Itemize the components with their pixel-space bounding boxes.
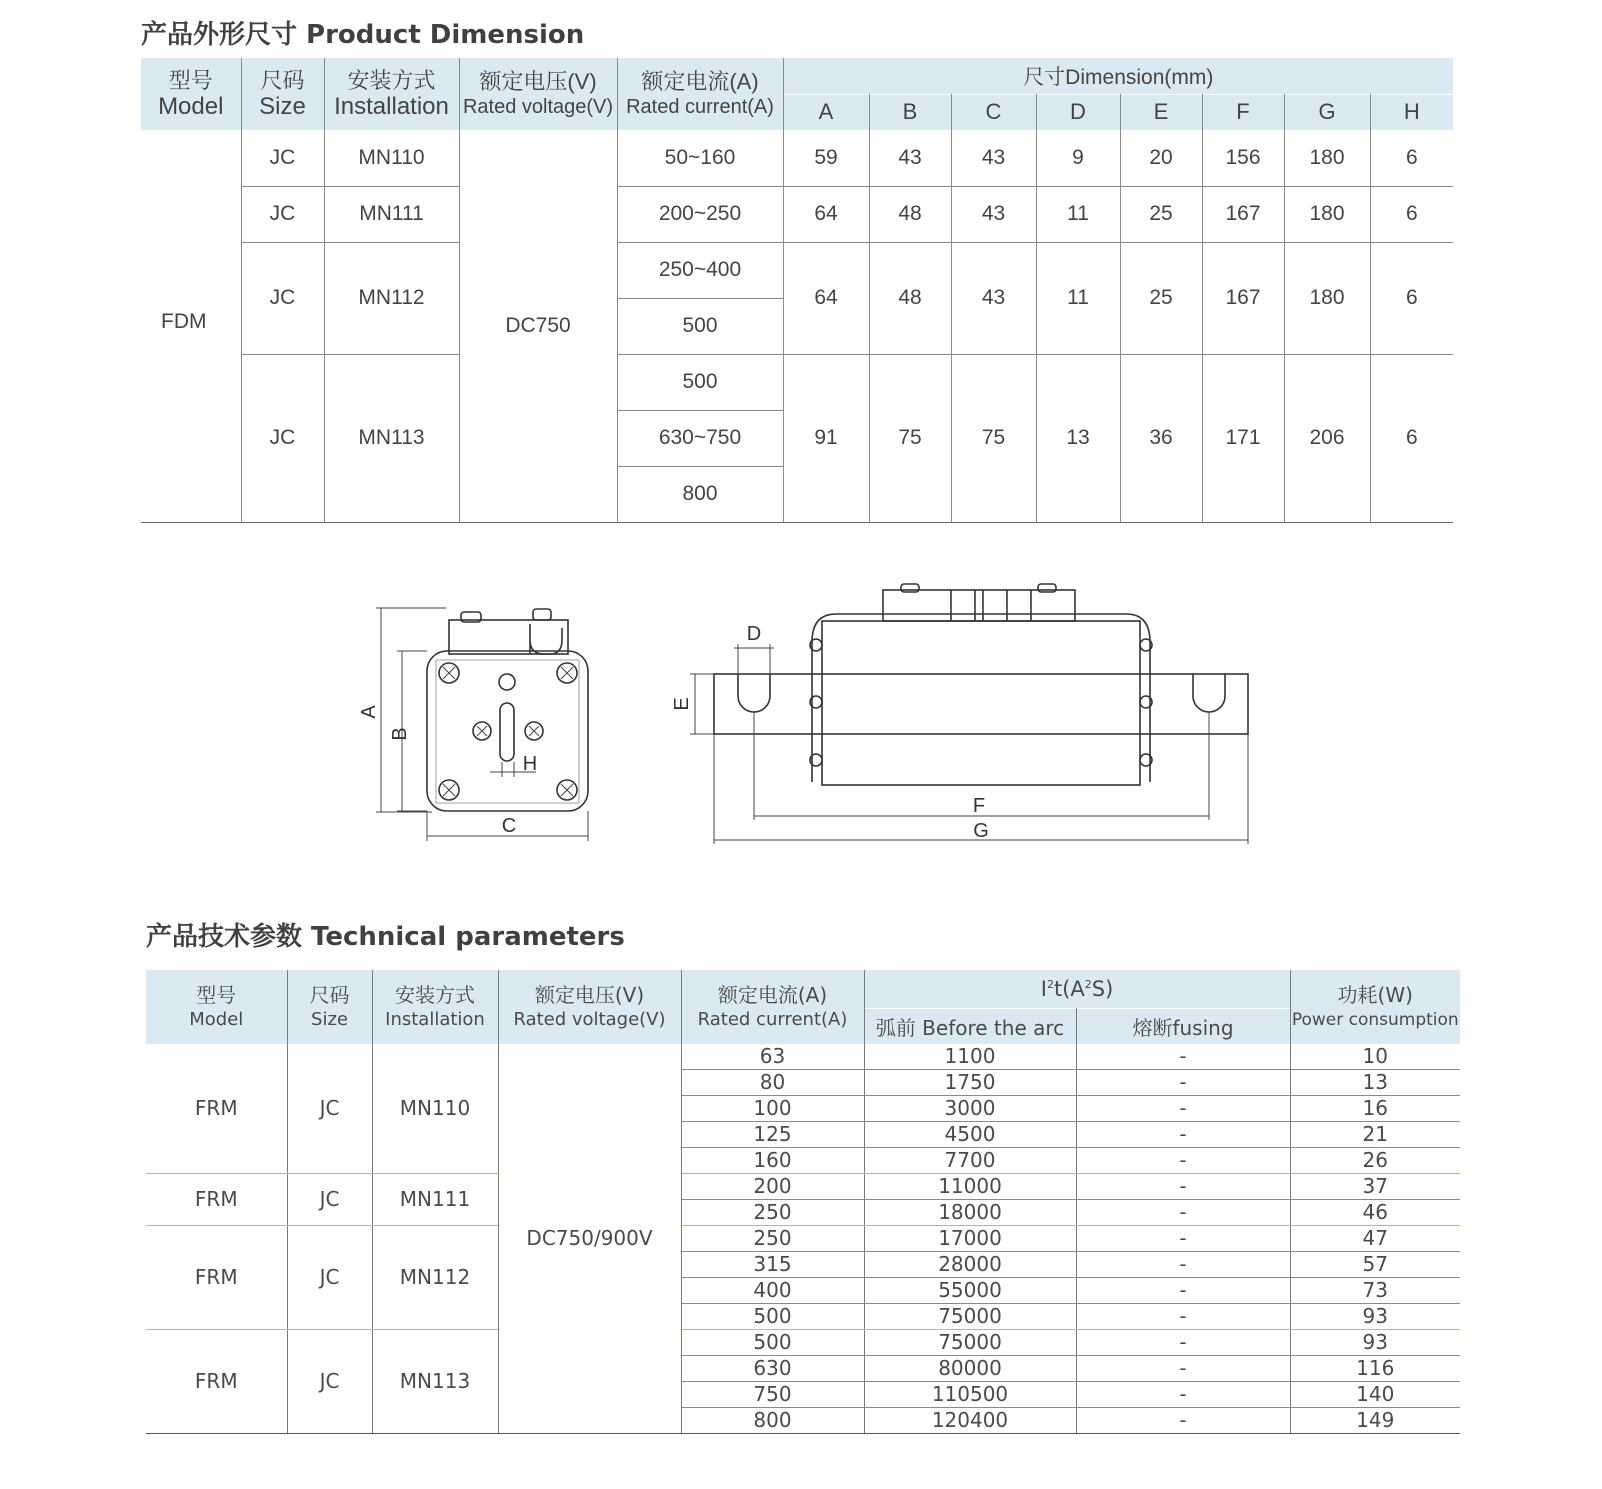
tech-fusing-cell: - — [1076, 1304, 1290, 1330]
tech-before-arc-cell: 11000 — [864, 1174, 1076, 1200]
tech-power-cell: 93 — [1290, 1330, 1460, 1356]
dim-header-model: 型号 Model — [141, 58, 241, 130]
dim-value-h: 6 — [1370, 354, 1453, 522]
dim-value-f: 167 — [1202, 242, 1284, 354]
bolt-icon — [439, 663, 459, 683]
dim-value-g: 180 — [1284, 186, 1370, 242]
dim-value-h: 6 — [1370, 130, 1453, 186]
dim-header-voltage: 额定电压(V) Rated voltage(V) — [459, 58, 617, 130]
dim-value-c: 43 — [951, 130, 1036, 186]
tech-power-cell: 46 — [1290, 1200, 1460, 1226]
dim-value-h: 6 — [1370, 186, 1453, 242]
dim-value-e: 20 — [1120, 130, 1202, 186]
tech-current-cell: 250 — [681, 1226, 864, 1252]
tech-header-voltage: 额定电压(V) Rated voltage(V) — [498, 970, 681, 1044]
dim-current-cell: 500 — [617, 298, 783, 354]
tech-current-cell: 500 — [681, 1330, 864, 1356]
tech-power-cell: 140 — [1290, 1382, 1460, 1408]
dim-value-a: 91 — [783, 354, 869, 522]
dim-value-d: 11 — [1036, 186, 1120, 242]
dim-value-c: 75 — [951, 354, 1036, 522]
dim-value-c: 43 — [951, 186, 1036, 242]
dim-value-b: 75 — [869, 354, 951, 522]
tech-power-cell: 37 — [1290, 1174, 1460, 1200]
tech-power-cell: 10 — [1290, 1044, 1460, 1070]
tech-fusing-cell: - — [1076, 1330, 1290, 1356]
tech-power-cell: 26 — [1290, 1148, 1460, 1174]
tech-current-cell: 200 — [681, 1174, 864, 1200]
tech-size-cell: JC — [287, 1226, 372, 1330]
tech-install-cell: MN111 — [372, 1174, 498, 1226]
tech-header-model: 型号 Model — [146, 970, 287, 1044]
bolt-icon — [473, 722, 491, 740]
dim-value-e: 36 — [1120, 354, 1202, 522]
tech-fusing-cell: - — [1076, 1044, 1290, 1070]
dim-voltage-cell: DC750 — [459, 130, 617, 522]
tech-install-cell: MN110 — [372, 1044, 498, 1174]
tech-before-arc-cell: 1100 — [864, 1044, 1076, 1070]
dim-install-cell: MN111 — [324, 186, 459, 242]
tech-before-arc-cell: 1750 — [864, 1070, 1076, 1096]
tech-power-cell: 47 — [1290, 1226, 1460, 1252]
dim-current-cell: 500 — [617, 354, 783, 410]
tech-power-cell: 93 — [1290, 1304, 1460, 1330]
fuse-side-view — [671, 584, 1248, 844]
dim-value-g: 180 — [1284, 242, 1370, 354]
dim-current-cell: 200~250 — [617, 186, 783, 242]
tech-header-before-arc: 弧前 Before the arc — [864, 1008, 1076, 1044]
tech-before-arc-cell: 28000 — [864, 1252, 1076, 1278]
dimension-table — [141, 58, 1453, 523]
tech-model-cell: FRM — [146, 1226, 287, 1330]
dim-value-b: 43 — [869, 130, 951, 186]
tech-before-arc-cell: 75000 — [864, 1304, 1076, 1330]
dim-current-cell: 50~160 — [617, 130, 783, 186]
tech-fusing-cell: - — [1076, 1252, 1290, 1278]
dim-header-current: 额定电流(A) Rated current(A) — [617, 58, 783, 130]
tech-fusing-cell: - — [1076, 1148, 1290, 1174]
dim-current-cell: 630~750 — [617, 410, 783, 466]
dimension-section-title: 产品外形尺寸 Product Dimension — [141, 20, 585, 50]
label-e: E — [671, 697, 693, 711]
fuse-front-view — [358, 608, 588, 841]
bolt-icon — [557, 780, 577, 800]
label-d: D — [746, 623, 762, 645]
bolt-icon — [557, 663, 577, 683]
dim-model-cell: FDM — [141, 130, 241, 522]
tech-model-cell: FRM — [146, 1174, 287, 1226]
dim-value-a: 64 — [783, 242, 869, 354]
tech-model-cell: FRM — [146, 1330, 287, 1434]
tech-current-cell: 800 — [681, 1408, 864, 1434]
tech-before-arc-cell: 120400 — [864, 1408, 1076, 1434]
dim-value-b: 48 — [869, 242, 951, 354]
tech-before-arc-cell: 75000 — [864, 1330, 1076, 1356]
dim-col-a: A — [783, 94, 869, 130]
tech-before-arc-cell: 7700 — [864, 1148, 1076, 1174]
dim-header-installation: 安装方式 Installation — [324, 58, 459, 130]
dim-install-cell: MN113 — [324, 354, 459, 522]
dim-value-f: 156 — [1202, 130, 1284, 186]
dim-size-cell: JC — [241, 354, 324, 522]
dim-col-b: B — [869, 94, 951, 130]
dim-header-size: 尺码 Size — [241, 58, 324, 130]
tech-current-cell: 63 — [681, 1044, 864, 1070]
dim-col-h: H — [1370, 94, 1453, 130]
dim-value-f: 171 — [1202, 354, 1284, 522]
tech-header-current: 额定电流(A) Rated current(A) — [681, 970, 864, 1044]
tech-fusing-cell: - — [1076, 1096, 1290, 1122]
tech-header-i2t: $I^2t(A^2S)$ — [864, 970, 1290, 1008]
dim-current-cell: 800 — [617, 466, 783, 522]
bolt-icon — [525, 722, 543, 740]
dim-install-cell: MN110 — [324, 130, 459, 186]
tech-before-arc-cell: 17000 — [864, 1226, 1076, 1252]
tech-voltage-cell: DC750/900V — [498, 1044, 681, 1434]
dim-install-cell: MN112 — [324, 242, 459, 354]
dim-value-h: 6 — [1370, 242, 1453, 354]
dim-value-g: 180 — [1284, 130, 1370, 186]
dim-value-a: 59 — [783, 130, 869, 186]
tech-size-cell: JC — [287, 1044, 372, 1174]
tech-size-cell: JC — [287, 1330, 372, 1434]
tech-header-power: 功耗(W) Power consumption — [1290, 970, 1460, 1044]
dim-value-g: 206 — [1284, 354, 1370, 522]
tech-power-cell: 21 — [1290, 1122, 1460, 1148]
tech-power-cell: 116 — [1290, 1356, 1460, 1382]
tech-before-arc-cell: 110500 — [864, 1382, 1076, 1408]
tech-power-cell: 57 — [1290, 1252, 1460, 1278]
dim-current-cell: 250~400 — [617, 242, 783, 298]
dim-value-d: 11 — [1036, 242, 1120, 354]
dim-value-a: 64 — [783, 186, 869, 242]
label-f: F — [972, 795, 986, 817]
label-g: G — [973, 820, 989, 842]
tech-fusing-cell: - — [1076, 1356, 1290, 1382]
dim-value-d: 13 — [1036, 354, 1120, 522]
tech-install-cell: MN112 — [372, 1226, 498, 1330]
tech-fusing-cell: - — [1076, 1174, 1290, 1200]
tech-current-cell: 500 — [681, 1304, 864, 1330]
tech-before-arc-cell: 55000 — [864, 1278, 1076, 1304]
tech-model-cell: FRM — [146, 1044, 287, 1174]
tech-header-installation: 安装方式 Installation — [372, 970, 498, 1044]
bolt-icon — [439, 780, 459, 800]
tech-before-arc-cell: 4500 — [864, 1122, 1076, 1148]
tech-power-cell: 149 — [1290, 1408, 1460, 1434]
technical-table — [146, 970, 1460, 1434]
tech-fusing-cell: - — [1076, 1200, 1290, 1226]
tech-fusing-cell: - — [1076, 1408, 1290, 1434]
dim-value-b: 48 — [869, 186, 951, 242]
tech-power-cell: 16 — [1290, 1096, 1460, 1122]
tech-header-fusing: 熔断fusing — [1076, 1008, 1290, 1044]
tech-current-cell: 250 — [681, 1200, 864, 1226]
tech-current-cell: 125 — [681, 1122, 864, 1148]
tech-fusing-cell: - — [1076, 1278, 1290, 1304]
technical-section-title: 产品技术参数 Technical parameters — [146, 922, 625, 952]
tech-fusing-cell: - — [1076, 1122, 1290, 1148]
tech-power-cell: 13 — [1290, 1070, 1460, 1096]
tech-install-cell: MN113 — [372, 1330, 498, 1434]
tech-fusing-cell: - — [1076, 1226, 1290, 1252]
tech-current-cell: 750 — [681, 1382, 864, 1408]
label-h: H — [522, 753, 538, 775]
dim-value-d: 9 — [1036, 130, 1120, 186]
tech-before-arc-cell: 3000 — [864, 1096, 1076, 1122]
tech-fusing-cell: - — [1076, 1382, 1290, 1408]
dim-col-f: F — [1202, 94, 1284, 130]
tech-current-cell: 80 — [681, 1070, 864, 1096]
dim-value-f: 167 — [1202, 186, 1284, 242]
dim-value-e: 25 — [1120, 186, 1202, 242]
tech-fusing-cell: - — [1076, 1070, 1290, 1096]
tech-before-arc-cell: 80000 — [864, 1356, 1076, 1382]
tech-current-cell: 315 — [681, 1252, 864, 1278]
dim-value-c: 43 — [951, 242, 1036, 354]
dim-col-e: E — [1120, 94, 1202, 130]
tech-header-size: 尺码 Size — [287, 970, 372, 1044]
fuse-dimension-drawing — [0, 560, 1602, 860]
dim-size-cell: JC — [241, 242, 324, 354]
dim-size-cell: JC — [241, 186, 324, 242]
tech-current-cell: 400 — [681, 1278, 864, 1304]
dim-size-cell: JC — [241, 130, 324, 186]
tech-current-cell: 160 — [681, 1148, 864, 1174]
dim-value-e: 25 — [1120, 242, 1202, 354]
dim-col-g: G — [1284, 94, 1370, 130]
dim-col-c: C — [951, 94, 1036, 130]
dim-header-dimension: 尺寸Dimension(mm) — [783, 58, 1453, 94]
dim-col-d: D — [1036, 94, 1120, 130]
tech-size-cell: JC — [287, 1174, 372, 1226]
label-b: B — [389, 727, 411, 741]
tech-power-cell: 73 — [1290, 1278, 1460, 1304]
label-a: A — [358, 705, 380, 719]
tech-current-cell: 100 — [681, 1096, 864, 1122]
tech-current-cell: 630 — [681, 1356, 864, 1382]
tech-before-arc-cell: 18000 — [864, 1200, 1076, 1226]
label-c: C — [501, 815, 517, 837]
